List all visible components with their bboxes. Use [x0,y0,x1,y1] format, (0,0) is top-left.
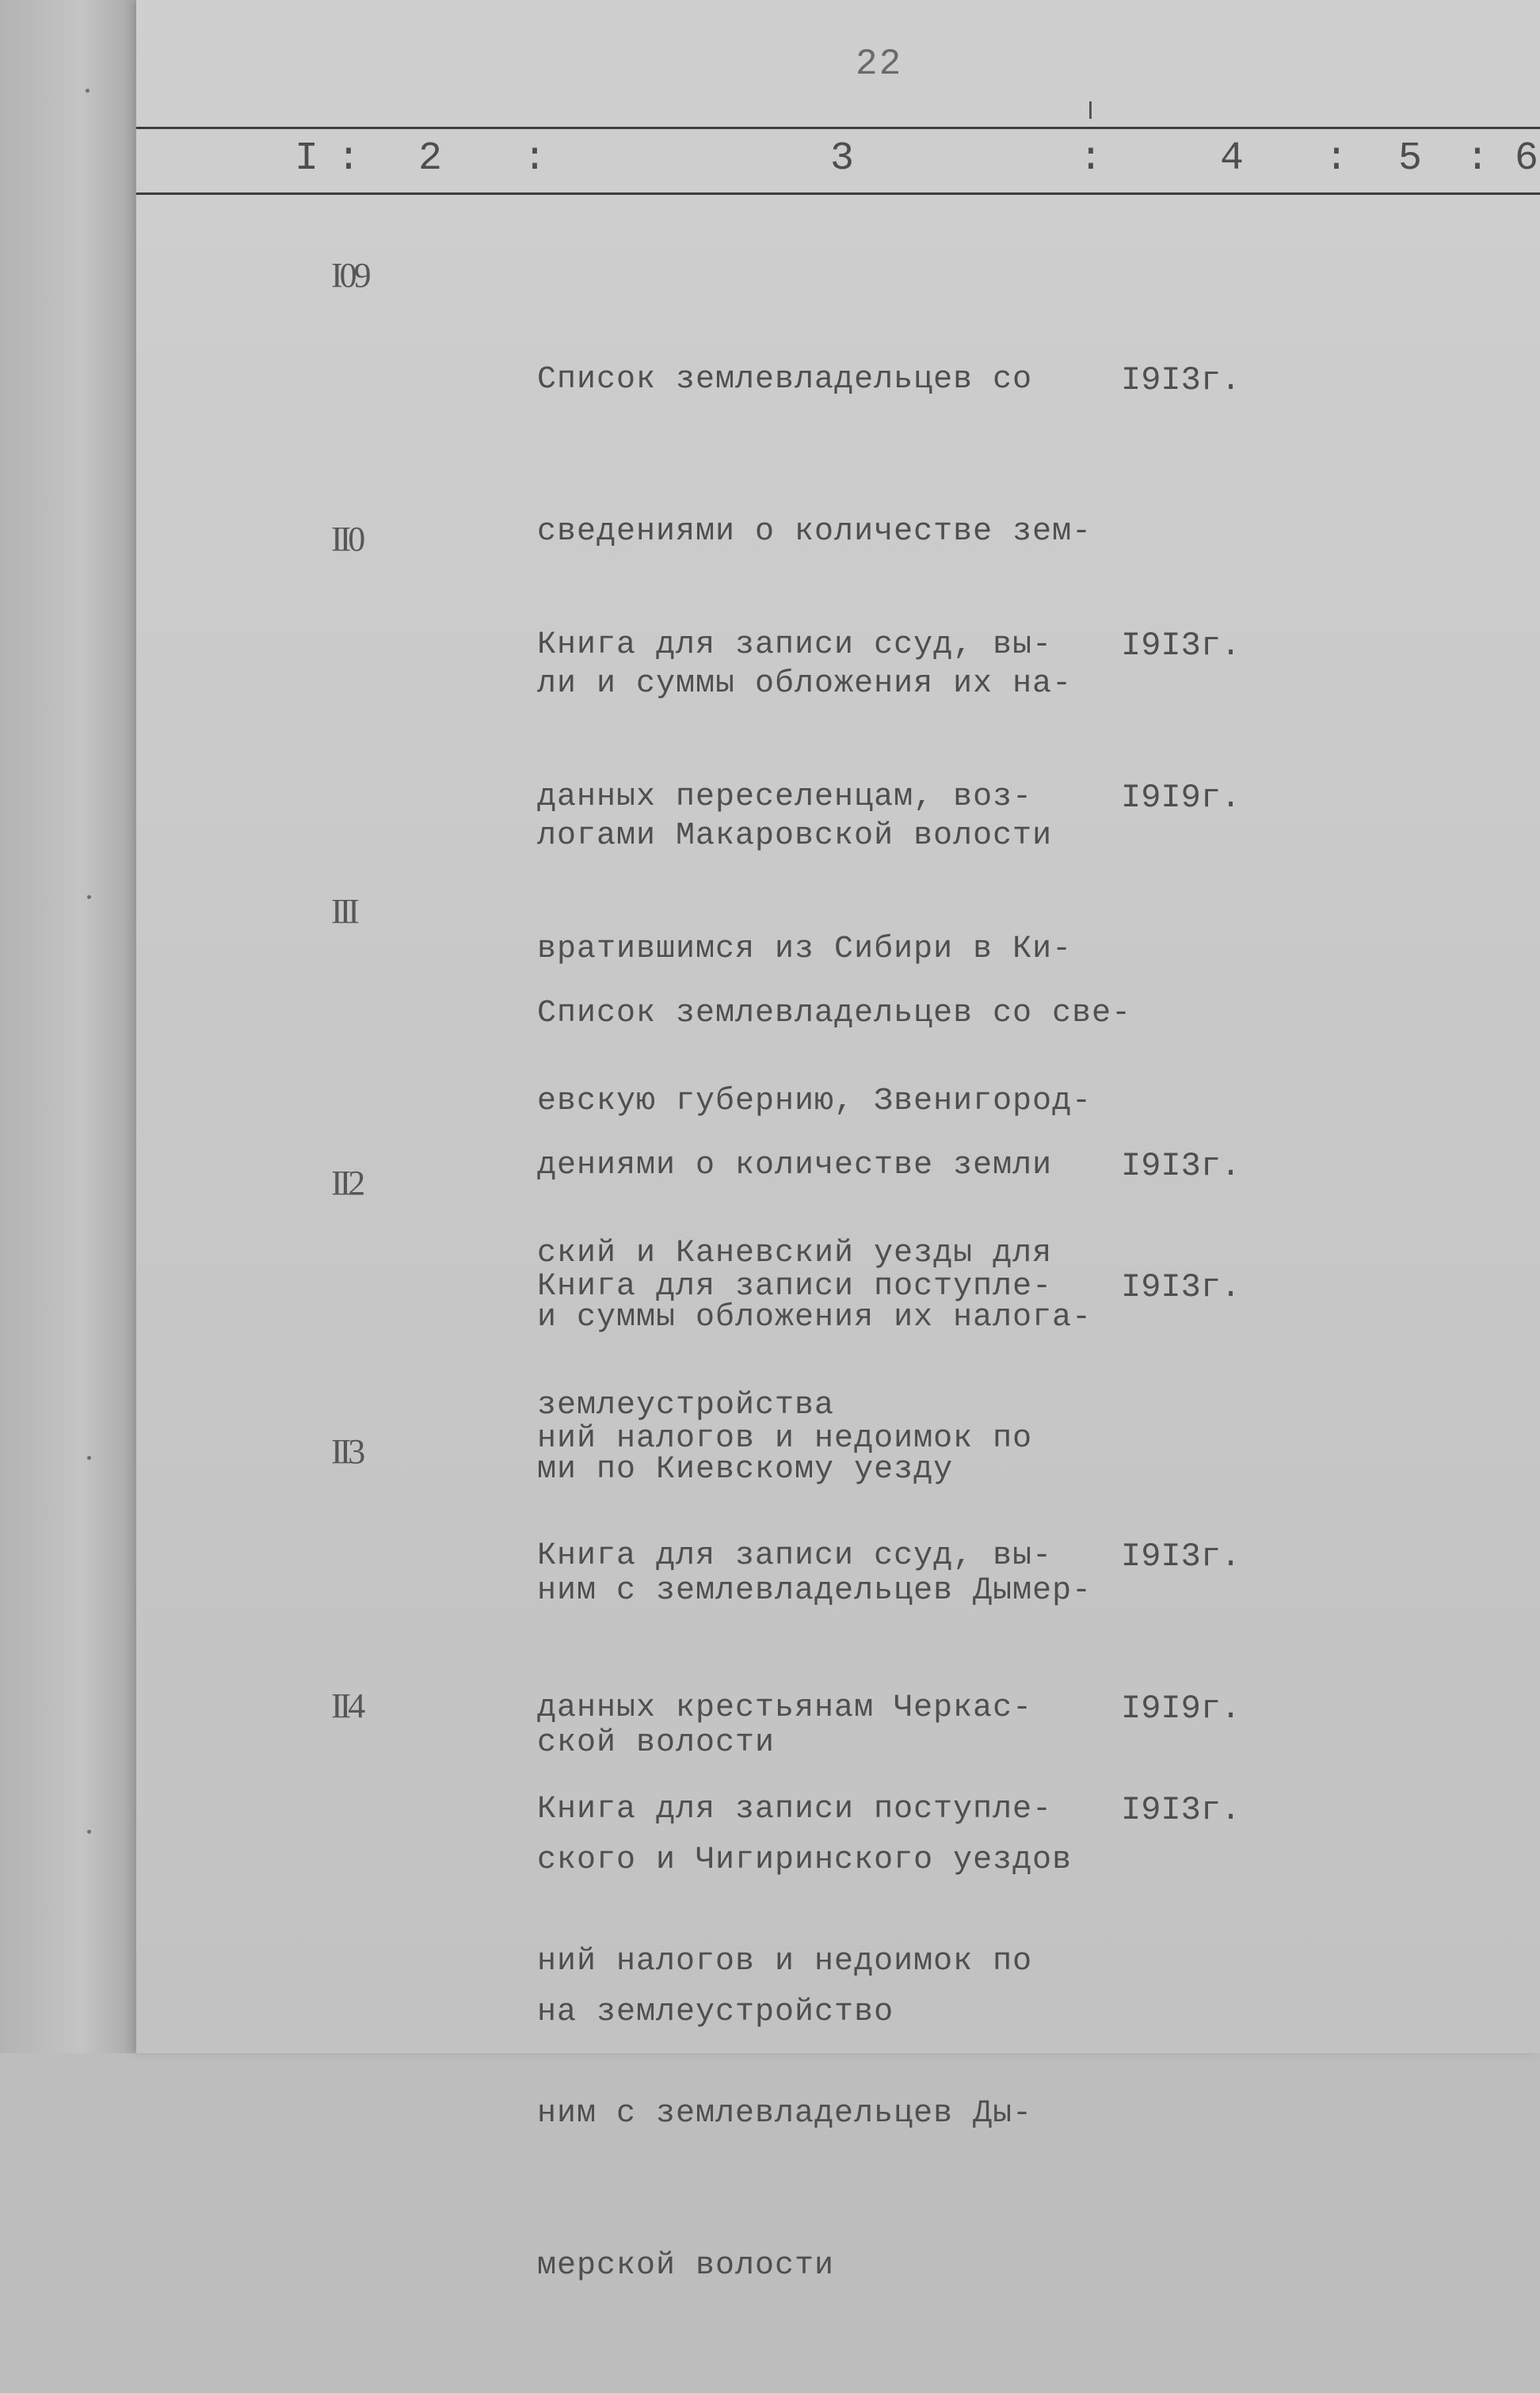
description-line: ний налогов и недоимок по [537,1421,1033,1457]
header-rule-top [136,127,1540,129]
column-header-5: 5 [1398,136,1423,181]
date-line: I9I3г. [1121,1791,1241,1829]
entry-number: II0 [331,520,363,558]
page-number: 22 [856,44,903,85]
date-line: I9I3г. [1121,627,1241,665]
description-line: ним с землевладельцев Дымер- [537,1573,1092,1609]
description-line: и суммы обложения их налога- [537,1300,1092,1336]
description-line: Книга для записи ссуд, вы- [537,627,1053,663]
description-line: Книга для записи поступле- [537,1792,1053,1827]
description-line: дениями о количестве земли [537,1148,1053,1183]
description-line: ми по Киевскому уезду [537,1452,954,1488]
tick-mark [1089,101,1092,119]
date-line: I9I3г. [1121,1538,1241,1576]
entry-number: II4 [331,1686,363,1725]
description-line: на землеустройство [537,1995,894,2030]
description-line: мерской волости [537,2248,835,2284]
description-line: землеустройства [537,1388,835,1423]
entry-number: II2 [331,1164,363,1202]
description-line: данных переселенцам, воз- [537,779,1033,815]
column-header-6: 6 [1515,136,1539,181]
column-separator: : [337,136,361,181]
binding-hole [87,1830,91,1834]
entry-dates [1121,519,1241,924]
binding-hole [86,89,90,93]
column-header-2: 2 [418,136,443,181]
description-line: Список землевладельцев со све- [537,996,1132,1031]
column-header-1: I [295,136,319,181]
column-separator: : [1079,136,1104,181]
date-line: I9I9г. [1121,1690,1241,1728]
description-line: Книга для записи поступле- [537,1269,1053,1305]
description-line: ним с землевладельцев Ды- [537,2096,1033,2132]
description-line: сведениями о количестве зем- [537,514,1092,550]
column-separator: : [1466,136,1490,181]
entry-description [537,1683,1139,2393]
description-line: ний налогов и недоимок по [537,1944,1033,1980]
entry-dates [1121,1683,1241,1937]
entry-number: II3 [331,1432,363,1471]
description-line: Книга для записи ссуд, вы- [537,1538,1053,1574]
entry-dates [1121,253,1241,507]
date-line: I9I3г. [1121,1147,1241,1185]
binding-hole [87,895,91,899]
date-line: I9I3г. [1121,1268,1241,1306]
description-line: Список землевладельцев со [537,362,1033,398]
description-line: евскую губернию, Звенигород- [537,1084,1092,1119]
entry-number: III [331,892,356,931]
description-line: ли и суммы обложения их на- [537,666,1073,702]
date-line [1121,989,1241,1039]
date-line: I9I9г. [1121,779,1241,817]
description-line: данных крестьянам Черкас- [537,1690,1033,1726]
entry-number: I09 [331,256,368,295]
binding-hole [87,1456,91,1460]
entry-dates [1121,1160,1241,1414]
column-header-4: 4 [1220,136,1245,181]
binding-strip [0,0,136,2053]
description-line: ского и Чигиринского уездов [537,1842,1073,1878]
column-separator: : [523,136,547,181]
column-header-3: 3 [830,136,855,181]
description-line: вратившимся из Сибири в Ки- [537,932,1073,967]
description-line: ской волости [537,1725,776,1761]
description-line: логами Макаровской волости [537,818,1053,854]
date-line: I9I3г. [1121,361,1241,399]
column-separator: : [1325,136,1349,181]
header-rule-bottom [136,192,1540,195]
description-line: ский и Каневский уезды для [537,1236,1053,1271]
